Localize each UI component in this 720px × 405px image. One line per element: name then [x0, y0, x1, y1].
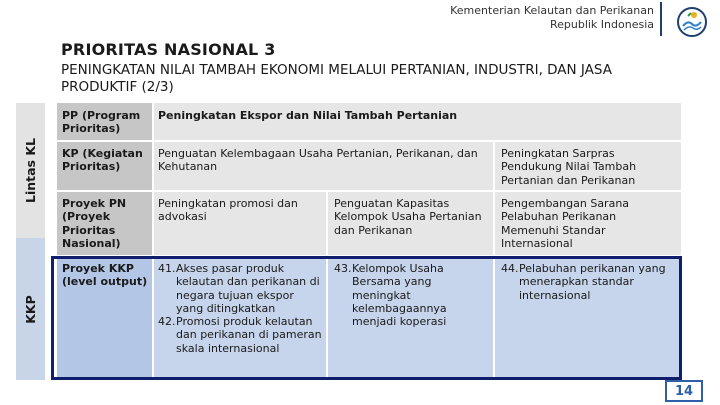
kkp-col1-list	[158, 262, 323, 355]
list-item: 43.Kelompok Usaha Bersama yang meningkat kelembagaannya menjadi koperasi	[334, 262, 447, 329]
header-divider	[660, 2, 662, 36]
side-label-kkp-text: KKP	[22, 294, 38, 324]
ministry-logo-icon	[674, 4, 710, 40]
row-label-pn: Proyek PN (Proyek Prioritas Nasional)	[57, 191, 153, 256]
grid-line	[51, 255, 681, 257]
kkp-col2-list	[334, 262, 490, 328]
list-item: 44.Pelabuhan perikanan yang menerapkan standar internasional	[501, 262, 666, 302]
org-line-2: Republik Indonesia	[549, 18, 654, 31]
grid-line	[493, 140, 495, 380]
side-label-lintas-kl	[16, 103, 45, 238]
kkp-col3	[494, 256, 681, 380]
grid-line	[51, 190, 681, 192]
pn-col2: Penguatan Kapasitas Kelompok Usaha Pertanian dan Perikanan	[327, 191, 494, 256]
grid-line	[152, 103, 154, 380]
pn-col3: Pengembangan Sarana Pelabuhan Perikanan Memenuhi Standar Internasional	[494, 191, 681, 256]
grid-line	[51, 140, 681, 142]
list-item: 42.Promosi produk kelautan dan perikanan di pameran skala internasional	[158, 315, 322, 355]
kp-col1: Penguatan Kelembagaan Usaha Pertanian, Perikanan, dan Kehutanan	[153, 141, 494, 191]
row-label-kkp: Proyek KKP (level output)	[57, 256, 153, 380]
grid-line	[326, 190, 328, 380]
org-line-1: Kementerian Kelautan dan Perikanan	[450, 4, 654, 17]
kkp-col3-list	[501, 262, 677, 302]
side-label-kkp	[16, 238, 45, 380]
row-label-kp: KP (Kegiatan Prioritas)	[57, 141, 153, 191]
page-subtitle: PENINGKATAN NILAI TAMBAH EKONOMI MELALUI PERTANIAN, INDUSTRI, DAN JASA PRODUKTIF (2/3)	[61, 62, 612, 95]
side-label-lintas-text: Lintas KL	[23, 137, 39, 204]
kp-col2: Peningkatan Sarpras Pendukung Nilai Tambah Pertanian dan Perikanan	[494, 141, 681, 191]
pn-col1: Peningkatan promosi dan advokasi	[153, 191, 327, 256]
pp-value: Peningkatan Ekspor dan Nilai Tambah Pertanian	[153, 103, 681, 141]
row-label-pp: PP (Program Prioritas)	[57, 103, 153, 141]
page-number: 14	[665, 380, 703, 402]
kkp-col2	[327, 256, 494, 380]
org-name	[450, 4, 654, 32]
side-gap	[45, 103, 51, 380]
kkp-col1	[153, 256, 327, 380]
list-item: 41.Akses pasar produk kelautan dan perikanan di negara tujuan ekspor yang ditingkatkan	[158, 262, 320, 315]
page-title: PRIORITAS NASIONAL 3	[61, 40, 276, 59]
